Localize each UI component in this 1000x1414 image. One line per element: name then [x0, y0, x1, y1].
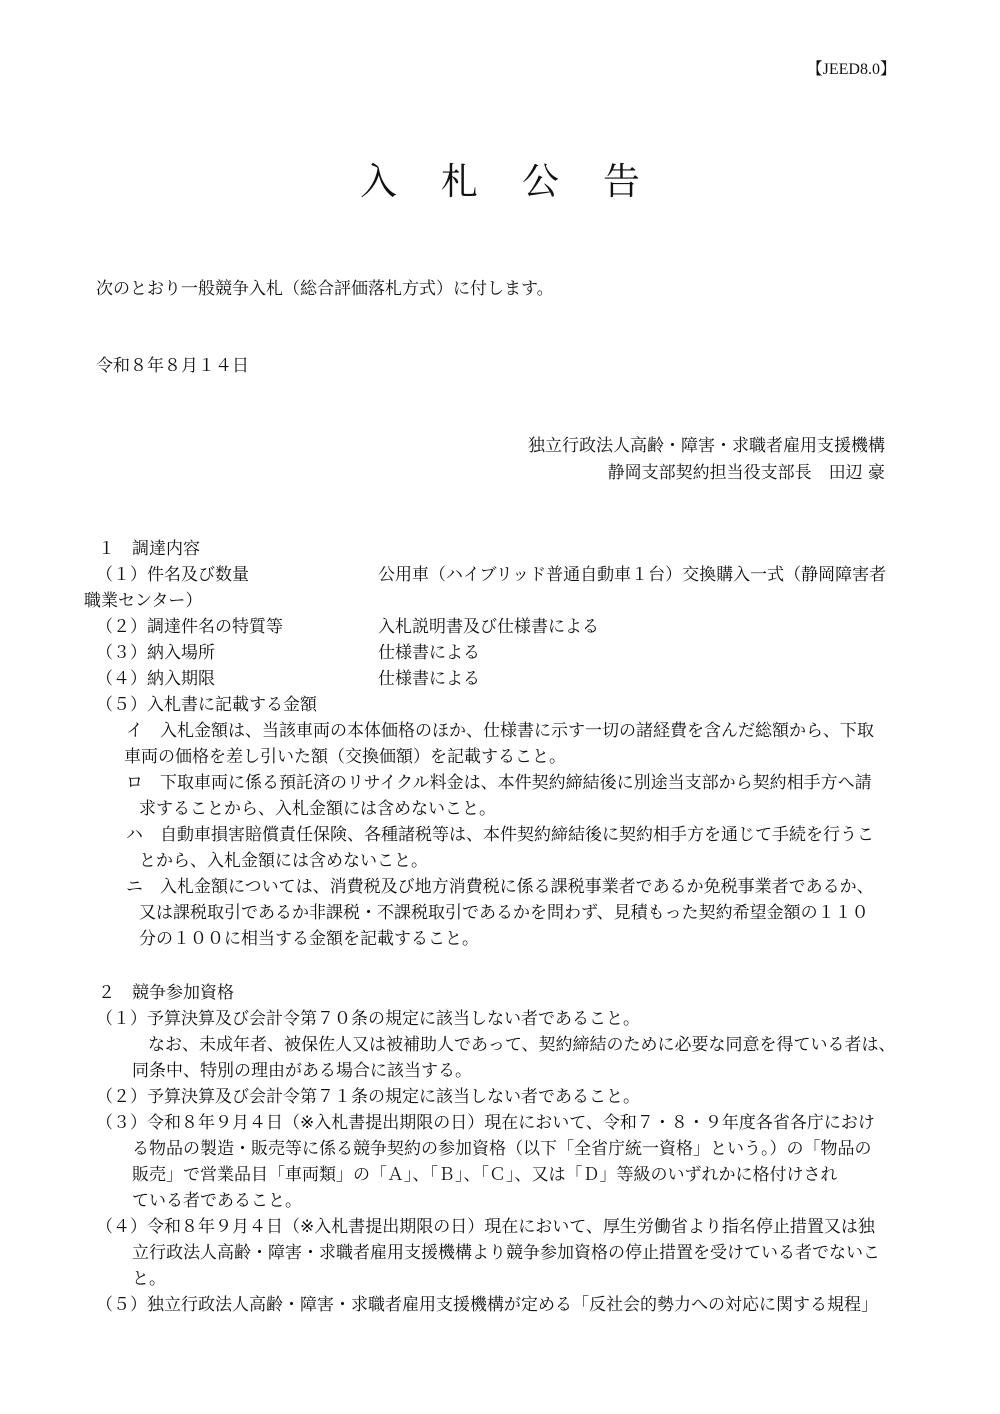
item-label: （３）納入場所: [96, 643, 215, 663]
item-value-continued: 職業センター）: [84, 591, 203, 611]
paragraph-line: （２）予算決算及び会計令第７１条の規定に該当しない者であること。: [96, 1087, 640, 1107]
paragraph-line: 車両の価格を差し引いた額（交換価額）を記載すること。: [124, 747, 566, 767]
item-value: 入札説明書及び仕様書による: [378, 617, 599, 637]
paragraph-line: ハ 自動車損害賠償責任保険、各種諸税等は、本件契約締結後に契約相手方を通じて手続を行うこ: [126, 825, 874, 845]
paragraph-line: る物品の製造・販売等に係る競争契約の参加資格（以下「全省庁統一資格」という。）の「物品の: [132, 1139, 872, 1159]
section-heading: ２ 競争参加資格: [98, 983, 234, 1003]
paragraph-line: 又は課税取引であるか非課税・不課税取引であるかを問わず、見積もった契約希望金額の１１０: [139, 903, 869, 923]
item-value: 仕様書による: [378, 643, 480, 663]
intro-text: 次のとおり一般競争入札（総合評価落札方式）に付します。: [96, 279, 554, 299]
paragraph-line: 求することから、入札金額には含めないこと。: [139, 799, 496, 819]
paragraph-line: 同条中、特別の理由がある場合に該当する。: [132, 1061, 472, 1081]
item-value: 公用車（ハイブリッド普通自動車１台）交換購入一式（静岡障害者: [378, 565, 887, 585]
paragraph-line: （５）独立行政法人高齢・障害・求職者雇用支援機構が定める「反社会的勢力への対応に関する規程」: [96, 1295, 878, 1315]
paragraph-line: イ 入札金額は、当該車両の本体価格のほか、仕様書に示す一切の諸経費を含んだ総額から、下取: [126, 721, 874, 741]
page-title: 入札公告: [360, 160, 684, 203]
item-label: （５）入札書に記載する金額: [96, 695, 317, 715]
paragraph-line: なお、未成年者、被保佐人又は被補助人であって、契約締結のために必要な同意を得ている者は、: [148, 1035, 896, 1055]
document-code: 【JEED8.0】: [806, 61, 896, 78]
paragraph-line: 立行政法人高齢・障害・求職者雇用支援機構より競争参加資格の停止措置を受けている者でないこ: [132, 1243, 880, 1263]
item-label: （４）納入期限: [96, 669, 215, 689]
paragraph-line: （４）令和８年９月４日（※入札書提出期限の日）現在において、厚生労働省より指名停止措置又は独: [96, 1217, 875, 1237]
paragraph-line: （１）予算決算及び会計令第７０条の規定に該当しない者であること。: [96, 1009, 640, 1029]
paragraph-line: ている者であること。: [132, 1191, 302, 1211]
paragraph-line: 販売」で営業品目「車両類」の「Ａ」、「Ｂ」、「Ｃ」、又は「Ｄ」等級のいずれかに格付けされ: [132, 1165, 838, 1185]
paragraph-line: ロ 下取車両に係る預託済のリサイクル料金は、本件契約締結後に別途当支部から契約相手方へ請: [126, 773, 872, 793]
paragraph-line: （３）令和８年９月４日（※入札書提出期限の日）現在において、令和７・８・９年度各省各庁におけ: [96, 1113, 875, 1133]
issuer-organization: 独立行政法人高齢・障害・求職者雇用支援機構: [528, 436, 885, 456]
section-heading: １ 調達内容: [98, 539, 200, 559]
paragraph-line: と。: [132, 1269, 166, 1289]
item-label: （１）件名及び数量: [96, 565, 249, 585]
item-label: （２）調達件名の特質等: [96, 617, 283, 637]
issuer-officer: 静岡支部契約担当役支部長 田辺 豪: [607, 463, 885, 483]
paragraph-line: 分の１００に相当する金額を記載すること。: [139, 929, 479, 949]
paragraph-line: とから、入札金額には含めないこと。: [139, 851, 428, 871]
item-value: 仕様書による: [378, 669, 480, 689]
notice-date: 令和８年８月１４日: [96, 356, 249, 376]
paragraph-line: ニ 入札金額については、消費税及び地方消費税に係る課税事業者であるか免税事業者であるか、: [126, 877, 874, 897]
